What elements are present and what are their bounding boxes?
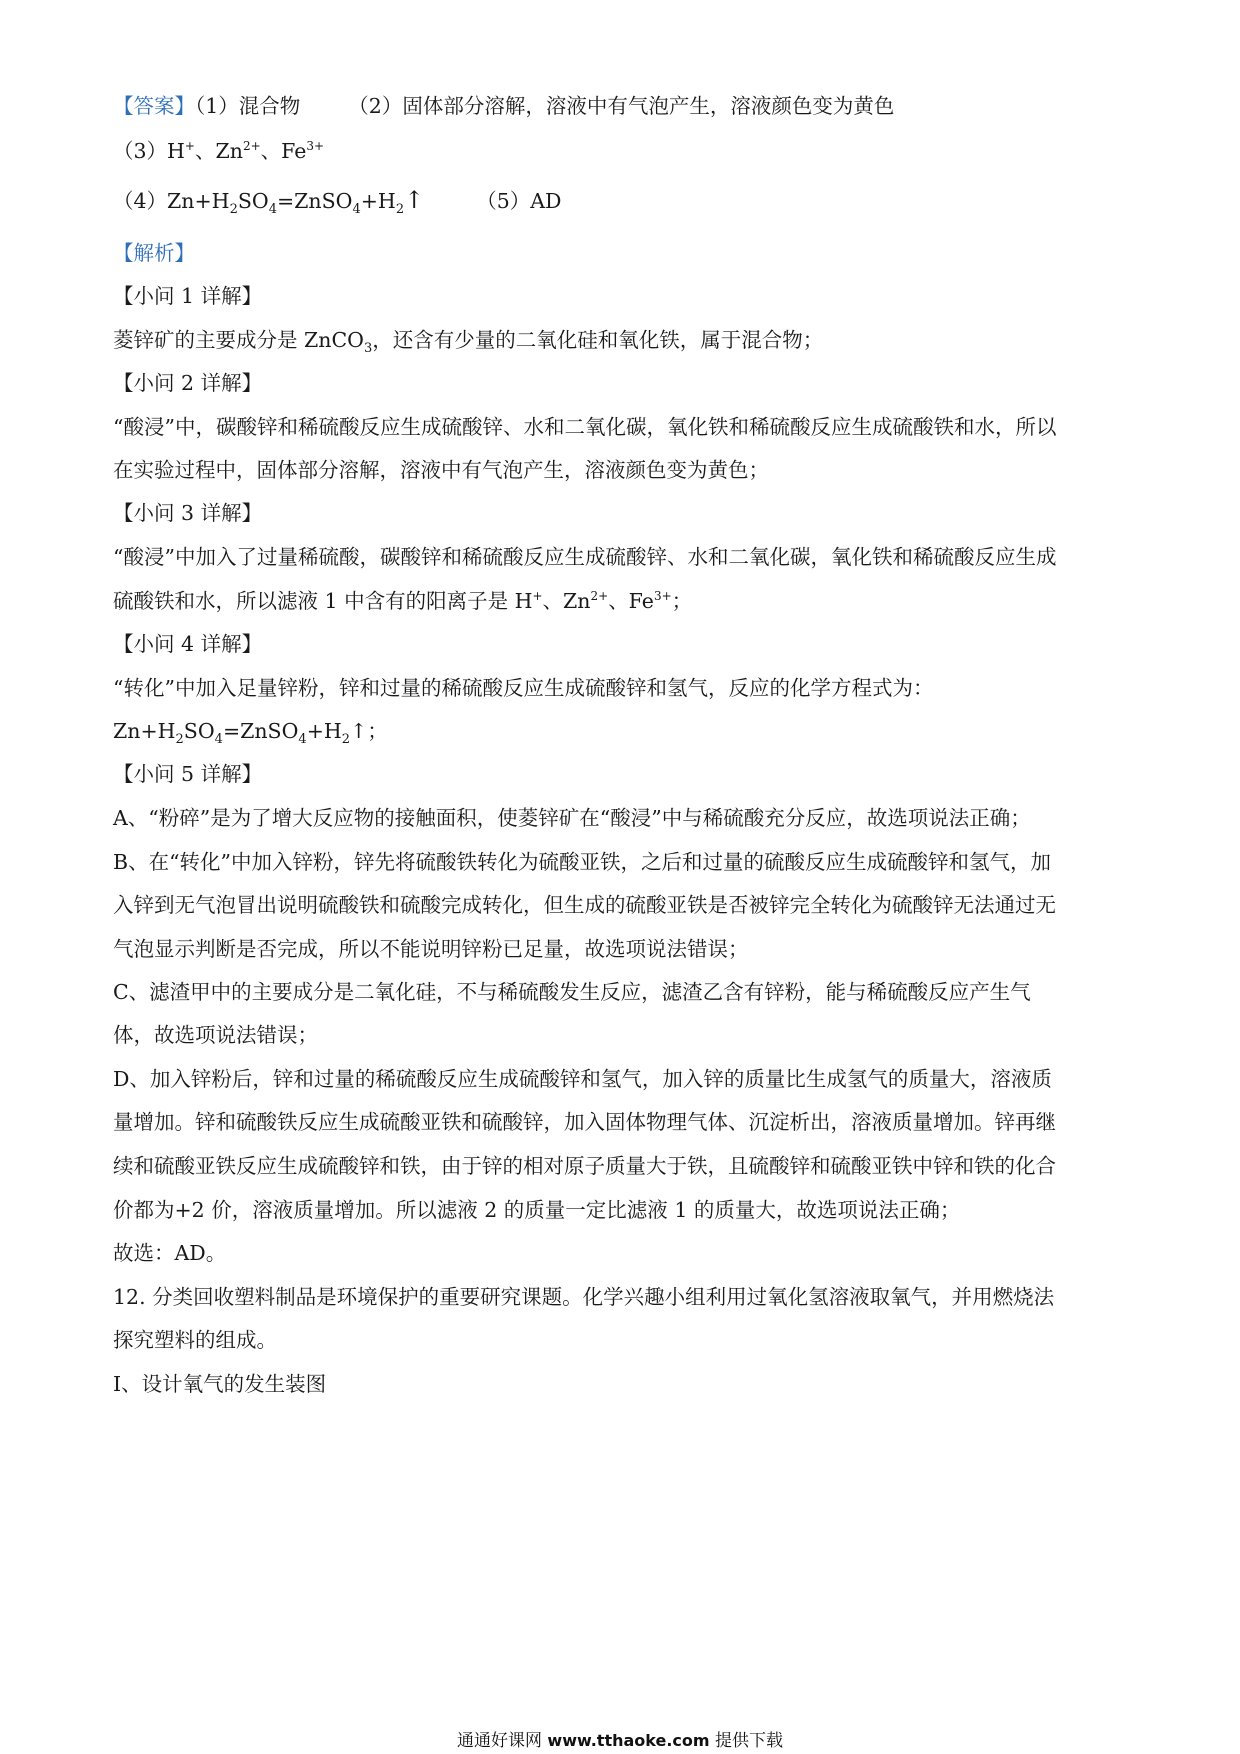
option-d-text-4: 价都为+2 价，溶液质量增加。所以滤液 2 的质量一定比滤液 1 的质量大，故选项说法正确； — [113, 1198, 961, 1222]
answer-q2: （2）固体部分溶解，溶液中有气泡产生，溶液颜色变为黄色 — [348, 94, 895, 118]
subquestion-4-heading: 【小问 4 详解】 — [113, 632, 263, 656]
subquestion-2-text-1: “酸浸”中，碳酸锌和稀硫酸反应生成硫酸锌、水和二氧化碳，氧化铁和稀硫酸反应生成硫酸铁和水，所以 — [113, 415, 1057, 439]
question-12-text-1: 12. 分类回收塑料制品是环境保护的重要研究课题。化学兴趣小组利用过氧化氢溶液取氧气，并用燃烧法 — [113, 1285, 1055, 1309]
answer-line-2 — [113, 137, 1133, 165]
footer-site-name: 通通好课网 — [457, 1731, 542, 1751]
subquestion-5-heading: 【小问 5 详解】 — [113, 762, 263, 786]
answer-line-3 — [113, 186, 1133, 215]
answer-q4-equation: $Zn+H_2SO_4=ZnSO_4+H_2↑$ — [167, 186, 425, 217]
option-b-text-3: 气泡显示判断是否完成，所以不能说明锌粉已足量，故选项说法错误； — [113, 937, 749, 961]
subquestion-3-text-2: 硫酸铁和水，所以滤液 1 中含有的阳离子是 H+、$Zn^{2+}$、$Fe^{3+}$； — [113, 589, 693, 613]
option-b-text-1: B、在“转化”中加入锌粉，锌先将硫酸铁转化为硫酸亚铁，之后和过量的硫酸反应生成硫酸锌和氢气，加 — [113, 850, 1052, 874]
subquestion-1-heading: 【小问 1 详解】 — [113, 284, 263, 308]
subquestion-4-equation: $Zn+H_2SO_4=ZnSO_4+H_2↑$； — [113, 719, 388, 747]
option-a-text: A、“粉碎”是为了增大反应物的接触面积，使菱锌矿在“酸浸”中与稀硫酸充分反应，故选项说法正确； — [113, 806, 1031, 830]
footer-site-link[interactable]: www.tthaoke.com — [547, 1731, 710, 1750]
question-12-text-2: 探究塑料的组成。 — [113, 1328, 277, 1352]
gas-arrow-icon: ↑ — [404, 186, 425, 214]
answer-line-1 — [113, 92, 1133, 120]
analysis-tag: 【解析】 — [113, 241, 195, 265]
option-d-text-2: 量增加。锌和硫酸铁反应生成硫酸亚铁和硫酸锌，加入固体物理气体、沉淀析出，溶液质量增加。锌再继 — [113, 1110, 1056, 1134]
answer-q3-zn: 、Zn — [194, 139, 243, 163]
option-d-text-3: 续和硫酸亚铁反应生成硫酸锌和铁，由于锌的相对原子质量大于铁，且硫酸锌和硫酸亚铁中锌和铁的化合 — [113, 1154, 1056, 1178]
subquestion-1-text: 菱锌矿的主要成分是 ZnCO$_3$，还含有少量的二氧化硅和氧化铁，属于混合物； — [113, 328, 824, 356]
charge-zn: 2+ — [242, 139, 261, 153]
subquestion-3-heading: 【小问 3 详解】 — [113, 501, 263, 525]
footer-suffix: 提供下载 — [714, 1731, 783, 1751]
option-b-text-2: 入锌到无气泡冒出说明硫酸铁和硫酸完成转化，但生成的硫酸亚铁是否被锌完全转化为硫酸锌无法通过无 — [113, 893, 1056, 917]
charge-h: + — [184, 139, 195, 153]
answer-tag: 【答案】 — [113, 94, 195, 118]
subquestion-4-text: “转化”中加入足量锌粉，锌和过量的稀硫酸反应生成硫酸锌和氢气，反应的化学方程式为： — [113, 676, 934, 700]
answer-q3-fe: 、Fe — [260, 139, 307, 163]
answer-q5: （5）AD — [476, 189, 562, 213]
answer-q3-h: （3）H — [113, 139, 185, 163]
subquestion-3-text-1: “酸浸”中加入了过量稀硫酸，碳酸锌和稀硫酸反应生成硫酸锌、水和二氧化碳，氧化铁和稀硫酸反应生成 — [113, 545, 1057, 569]
question-12-section-1: I、设计氧气的发生装图 — [113, 1372, 327, 1396]
conclusion-text: 故选：AD。 — [113, 1241, 227, 1265]
charge-fe: 3+ — [306, 139, 325, 153]
answer-q1: （1）混合物 — [195, 94, 301, 118]
subquestion-2-text-2: 在实验过程中，固体部分溶解，溶液中有气泡产生，溶液颜色变为黄色； — [113, 458, 769, 482]
option-c-text-2: 体，故选项说法错误； — [113, 1023, 318, 1047]
answer-q4-label: （4） — [113, 189, 168, 213]
subquestion-2-heading: 【小问 2 详解】 — [113, 371, 263, 395]
option-c-text-1: C、滤渣甲中的主要成分是二氧化硅，不与稀硫酸发生反应，滤渣乙含有锌粉，能与稀硫酸反应产生气 — [113, 980, 1031, 1004]
option-d-text-1: D、加入锌粉后，锌和过量的稀硫酸反应生成硫酸锌和氢气，加入锌的质量比生成氢气的质量大，溶液质 — [113, 1067, 1052, 1091]
page-footer — [0, 1730, 1240, 1752]
